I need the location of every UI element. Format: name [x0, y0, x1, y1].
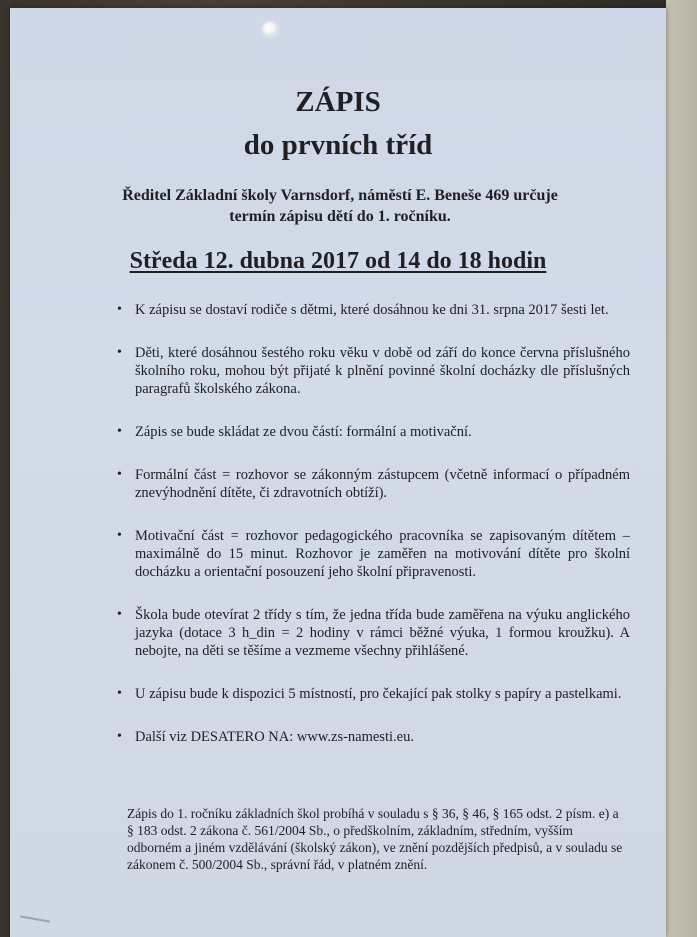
list-item [115, 606, 630, 660]
list-item-text: Další viz DESATERO NA: www.zs-namesti.eu. [135, 729, 414, 745]
bullet-icon: • [117, 302, 122, 317]
bullet-icon: • [117, 607, 122, 622]
list-item [115, 466, 630, 502]
wall-edge [666, 0, 697, 937]
list-item-text: Zápis se bude skládat ze dvou částí: formální a motivační. [135, 424, 472, 440]
list-item-text: Škola bude otevírat 2 třídy s tím, že jedna třída bude zaměřena na výuku anglického jazyka (dotace 3 h_din = 2 hodiny v rámci běžné výuka, 1 formou kroužku). A nebojte, na děti se těšíme a vezmeme všechny přihlášené. [135, 607, 630, 659]
list-item-text: K zápisu se dostaví rodiče s dětmi, které dosáhnou ke dni 31. srpna 2017 šesti let. [135, 302, 609, 318]
bullet-icon: • [117, 729, 122, 744]
bullet-icon: • [117, 424, 122, 439]
notice-intro [70, 185, 610, 227]
notice-subtitle: do prvních tříd [243, 129, 433, 161]
pin-icon [263, 22, 277, 36]
intro-line-1: Ředitel Základní školy Varnsdorf, náměstí E. Beneše 469 určuje [122, 187, 558, 204]
list-item [115, 344, 630, 398]
legal-footer: Zápis do 1. ročníku základních škol probíhá v souladu s § 36, § 46, § 165 odst. 2 písm. e) a § 183 odst. 2 zákona č. 561/2004 Sb., o předškolním, základním, středním, vyšším odborném a jiném vzdělávání (školský zákon), ve znění pozdějších předpisů, a v souladu se zákonem č. 500/2004 Sb., správní řád, v platném znění. [127, 806, 623, 872]
list-item-text: U zápisu bude k dispozici 5 místností, pro čekající pak stolky s papíry a pastelkami. [135, 686, 622, 702]
notice-sheet [10, 8, 666, 937]
info-list [115, 301, 630, 771]
list-item [115, 527, 630, 581]
list-item-text: Motivační část = rozhovor pedagogického pracovníka se zapisovaným dítětem – maximálně do 15 minut. Rozhovor je zaměřen na motivování dítěte pro školní docházku a orientační posouzení jeho školní připravenosti. [135, 528, 630, 580]
paper-crease [20, 915, 50, 922]
enrollment-date: Středa 12. dubna 2017 od 14 do 18 hodin [129, 248, 547, 274]
list-item [115, 685, 630, 703]
bullet-icon: • [117, 528, 122, 543]
list-item-text: Formální část = rozhovor se zákonným zástupcem (včetně informací o případném znevýhodnění dítěte, či zdravotních obtíží). [135, 467, 630, 501]
list-item-text: Děti, které dosáhnou šestého roku věku v době od září do konce června příslušného školního roku, mohou být přijaté k plnění povinné školní docházky dle příslušných paragrafů školského zákona. [135, 345, 630, 397]
bullet-icon: • [117, 345, 122, 360]
list-item [115, 423, 630, 441]
intro-line-2: termín zápisu dětí do 1. ročníku. [229, 208, 451, 225]
bullet-icon: • [117, 467, 122, 482]
bullet-icon: • [117, 686, 122, 701]
list-item [115, 301, 630, 319]
list-item [115, 728, 630, 746]
notice-title: ZÁPIS [295, 86, 381, 118]
